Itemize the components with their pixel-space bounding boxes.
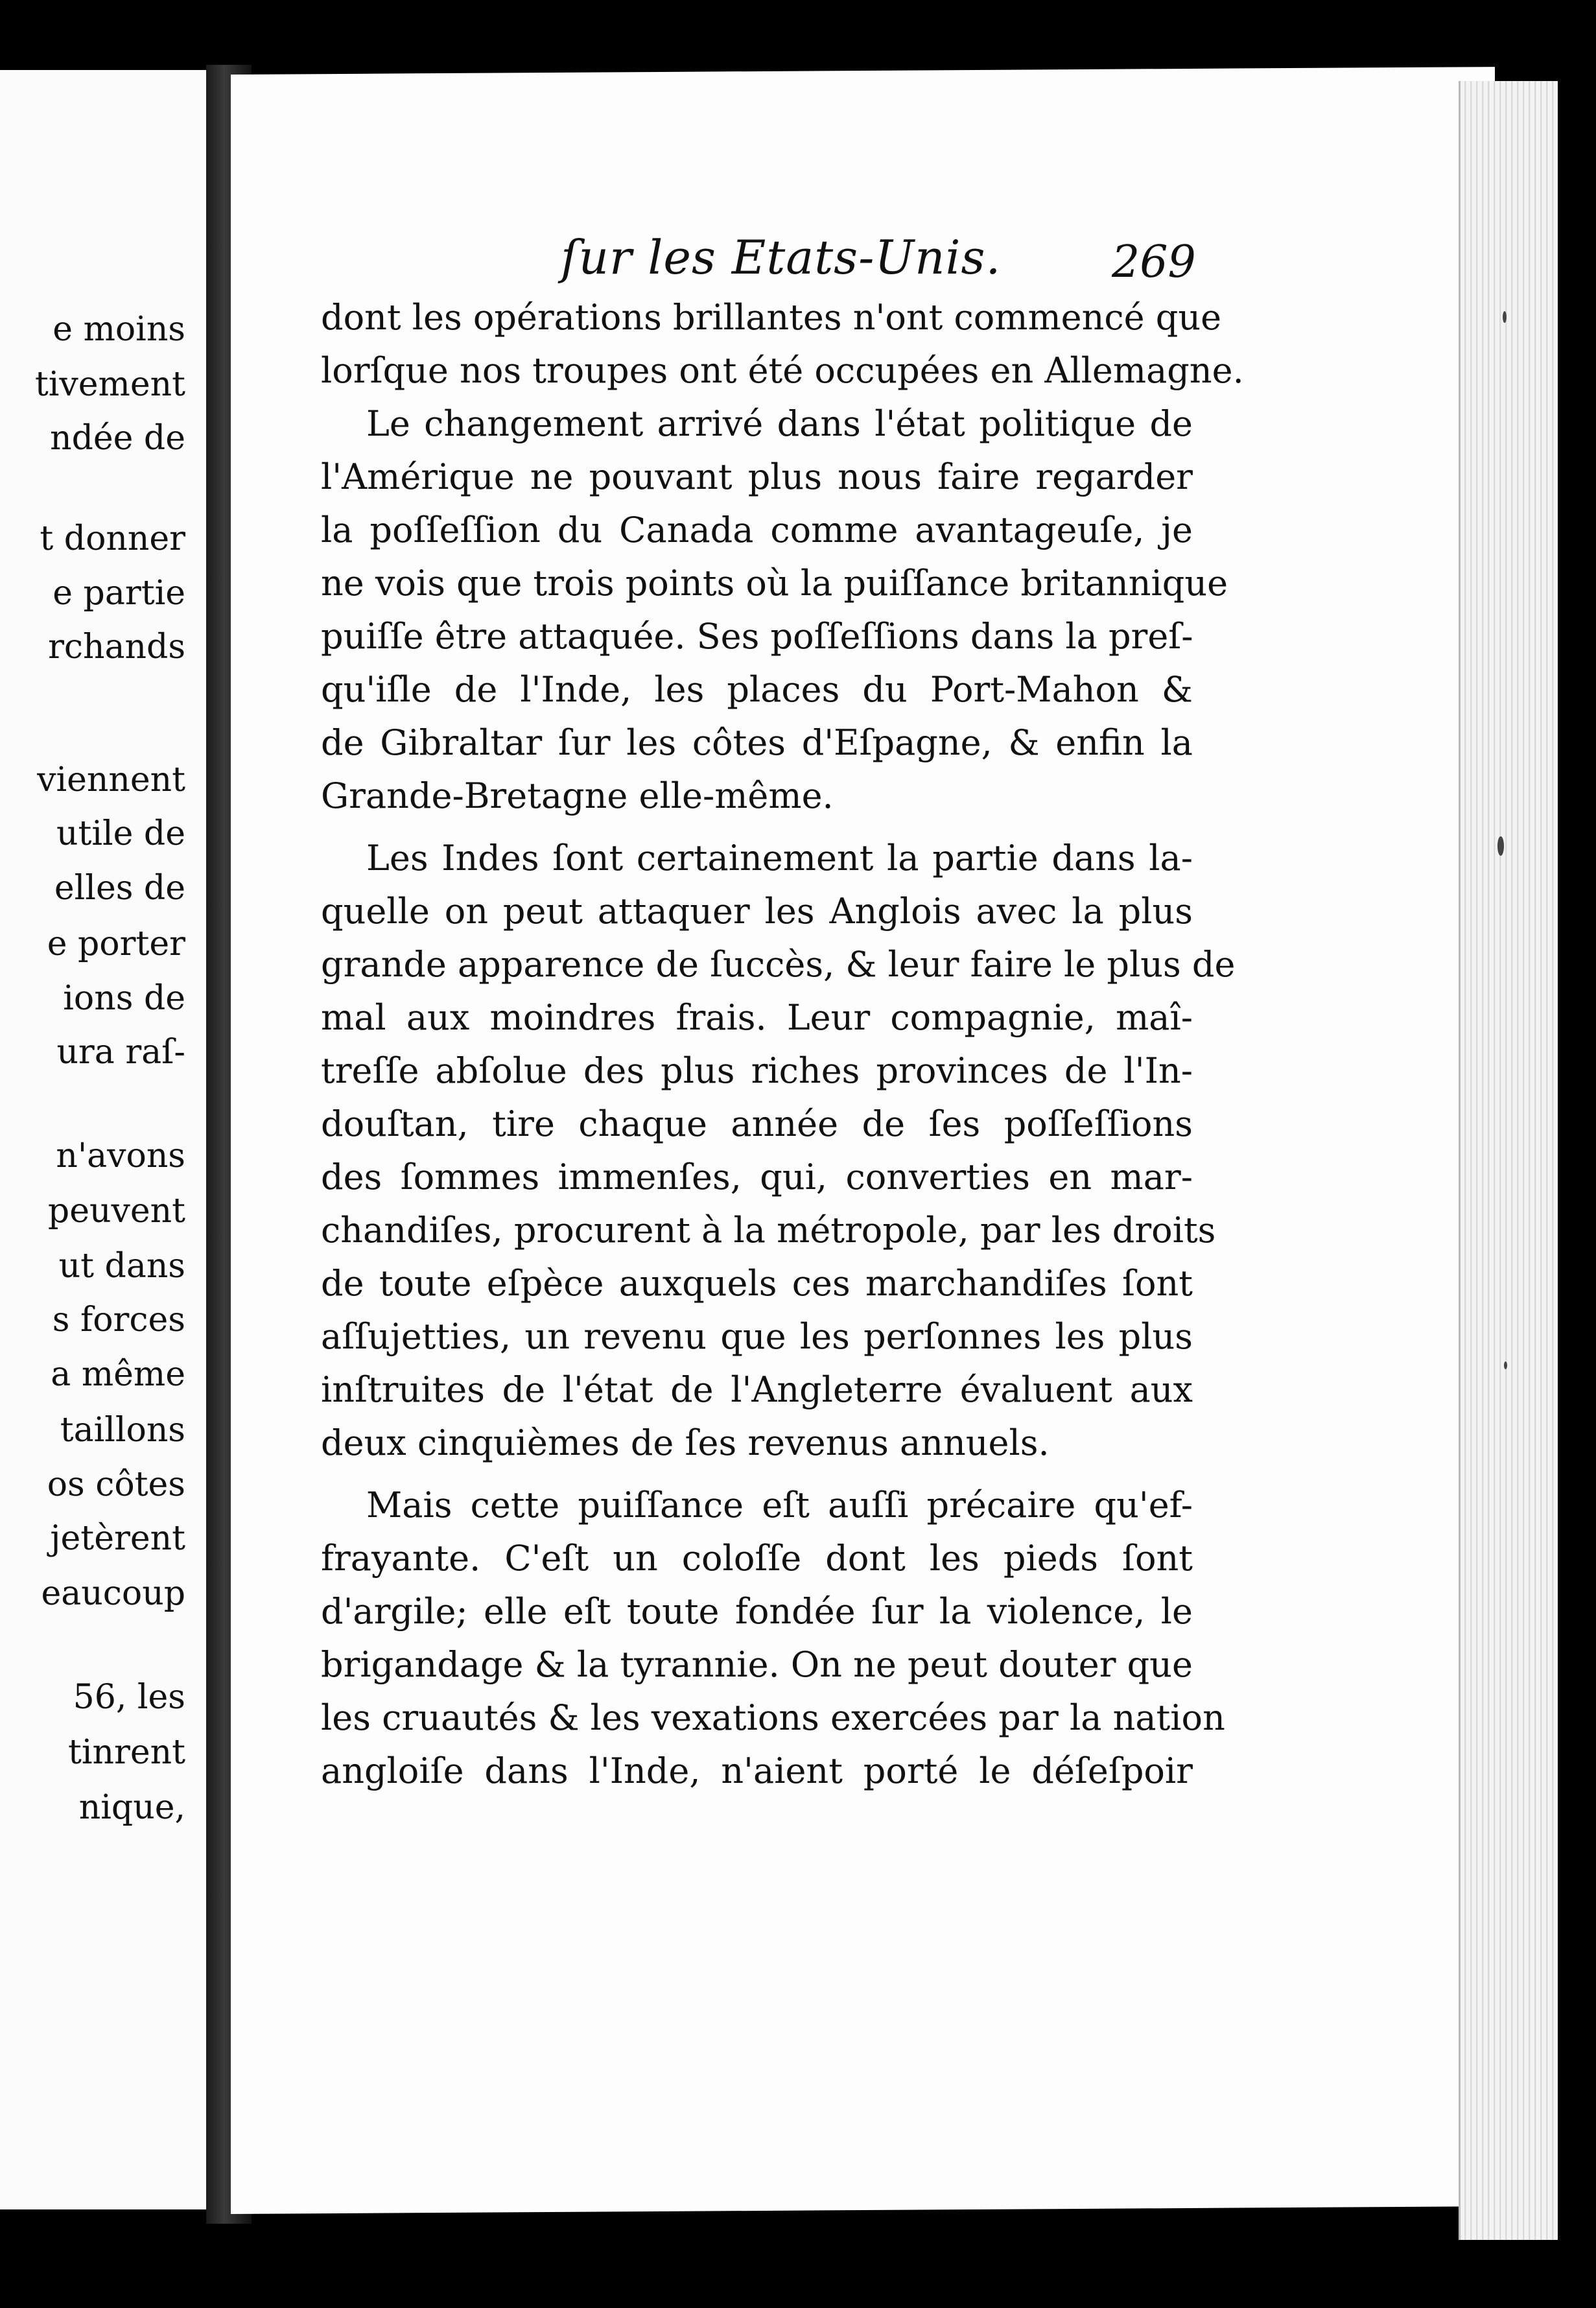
text-line: frayante. C'eſt un coloſſe dont les pieds ſont: [321, 1538, 1193, 1579]
scan-speck: [1497, 836, 1504, 856]
scan-speck: [1503, 311, 1507, 323]
running-title: ſur les Etats-Unis.: [561, 230, 1002, 285]
left-page-line: ut dans: [58, 1247, 185, 1286]
left-page-line: s forces: [52, 1301, 185, 1339]
text-line: Le changement arrivé dans l'état politique de: [366, 403, 1193, 444]
page-number: 269: [1112, 237, 1196, 288]
text-line: de Gibraltar ſur les côtes d'Eſpagne, & enfin la: [321, 722, 1193, 763]
left-page-line: tinrent: [67, 1733, 185, 1772]
text-line: angloiſe dans l'Inde, n'aient porté le déſeſpoir: [321, 1750, 1193, 1791]
text-line: brigandage & la tyrannie. On ne peut douter que: [321, 1644, 1193, 1685]
text-line: des ſommes immenſes, qui, converties en mar-: [321, 1157, 1193, 1197]
left-page-line: ura raſ-: [56, 1033, 185, 1072]
left-page-line: elles de: [54, 869, 185, 908]
left-facing-page: [0, 70, 210, 2209]
left-page-line: t donner: [40, 519, 185, 558]
text-line: d'argile; elle eſt toute fondée ſur la violence, le: [321, 1591, 1193, 1632]
left-page-line: 56, les: [73, 1678, 185, 1717]
text-line: treſſe abſolue des plus riches provinces de l'In-: [321, 1050, 1193, 1091]
left-page-line: peuvent: [47, 1192, 185, 1231]
left-page-line: e porter: [47, 924, 185, 963]
left-page-line: viennent: [37, 760, 185, 799]
left-page-line: nique,: [78, 1788, 185, 1827]
text-line: Mais cette puiſſance eſt auſſi précaire qu'ef-: [366, 1485, 1193, 1525]
left-page-line: e moins: [53, 310, 185, 349]
left-page-line: a même: [51, 1355, 185, 1394]
left-page-line: rchands: [48, 628, 185, 666]
left-page-line: os côtes: [47, 1465, 185, 1504]
text-line: ne vois que trois points où la puiſſance britannique: [321, 563, 1228, 604]
page-edges: [1459, 81, 1558, 2240]
text-line: l'Amérique ne pouvant plus nous faire regarder: [321, 456, 1193, 497]
left-page-line: e partie: [53, 574, 185, 613]
left-page-line: utile de: [56, 814, 185, 853]
left-page-line: jetèrent: [50, 1519, 185, 1558]
text-line: Les Indes ſont certainement la partie dans la-: [366, 838, 1193, 878]
text-line: aſſujetties, un revenu que les perſonnes les plus: [321, 1316, 1193, 1357]
text-line: inſtruites de l'état de l'Angleterre évaluent aux: [321, 1369, 1193, 1410]
text-line: puiſſe être attaquée. Ses poſſeſſions dans la preſ-: [321, 616, 1193, 657]
text-line: chandiſes, procurent à la métropole, par les droits: [321, 1210, 1216, 1251]
text-line: mal aux moindres frais. Leur compagnie, maî-: [321, 997, 1193, 1038]
text-line: dont les opérations brillantes n'ont commencé que: [321, 297, 1222, 338]
left-page-line: taillons: [60, 1411, 185, 1450]
text-line: les cruautés & les vexations exercées par la nation: [321, 1697, 1225, 1738]
text-line: qu'iſle de l'Inde, les places du Port-Mahon &: [321, 669, 1193, 710]
left-page-line: eaucoup: [41, 1574, 185, 1613]
text-line: lorſque nos troupes ont été occupées en Allemagne.: [321, 350, 1244, 391]
text-line: douſtan, tire chaque année de ſes poſſeſſions: [321, 1103, 1193, 1144]
text-line: grande apparence de ſuccès, & leur faire le plus de: [321, 944, 1236, 985]
left-page-line: ndée de: [50, 419, 185, 458]
left-page-line: n'avons: [56, 1136, 185, 1175]
text-line: quelle on peut attaquer les Anglois avec la plus: [321, 891, 1193, 932]
left-page-line: ions de: [63, 979, 185, 1018]
text-line: la poſſeſſion du Canada comme avantageuſe, je: [321, 510, 1193, 550]
text-line: deux cinquièmes de ſes revenus annuels.: [321, 1422, 1050, 1463]
left-page-line: tivement: [34, 365, 185, 404]
text-line: de toute eſpèce auxquels ces marchandiſes ſont: [321, 1263, 1193, 1304]
scan-speck: [1504, 1361, 1507, 1369]
text-line: Grande-Bretagne elle-même.: [321, 775, 834, 816]
